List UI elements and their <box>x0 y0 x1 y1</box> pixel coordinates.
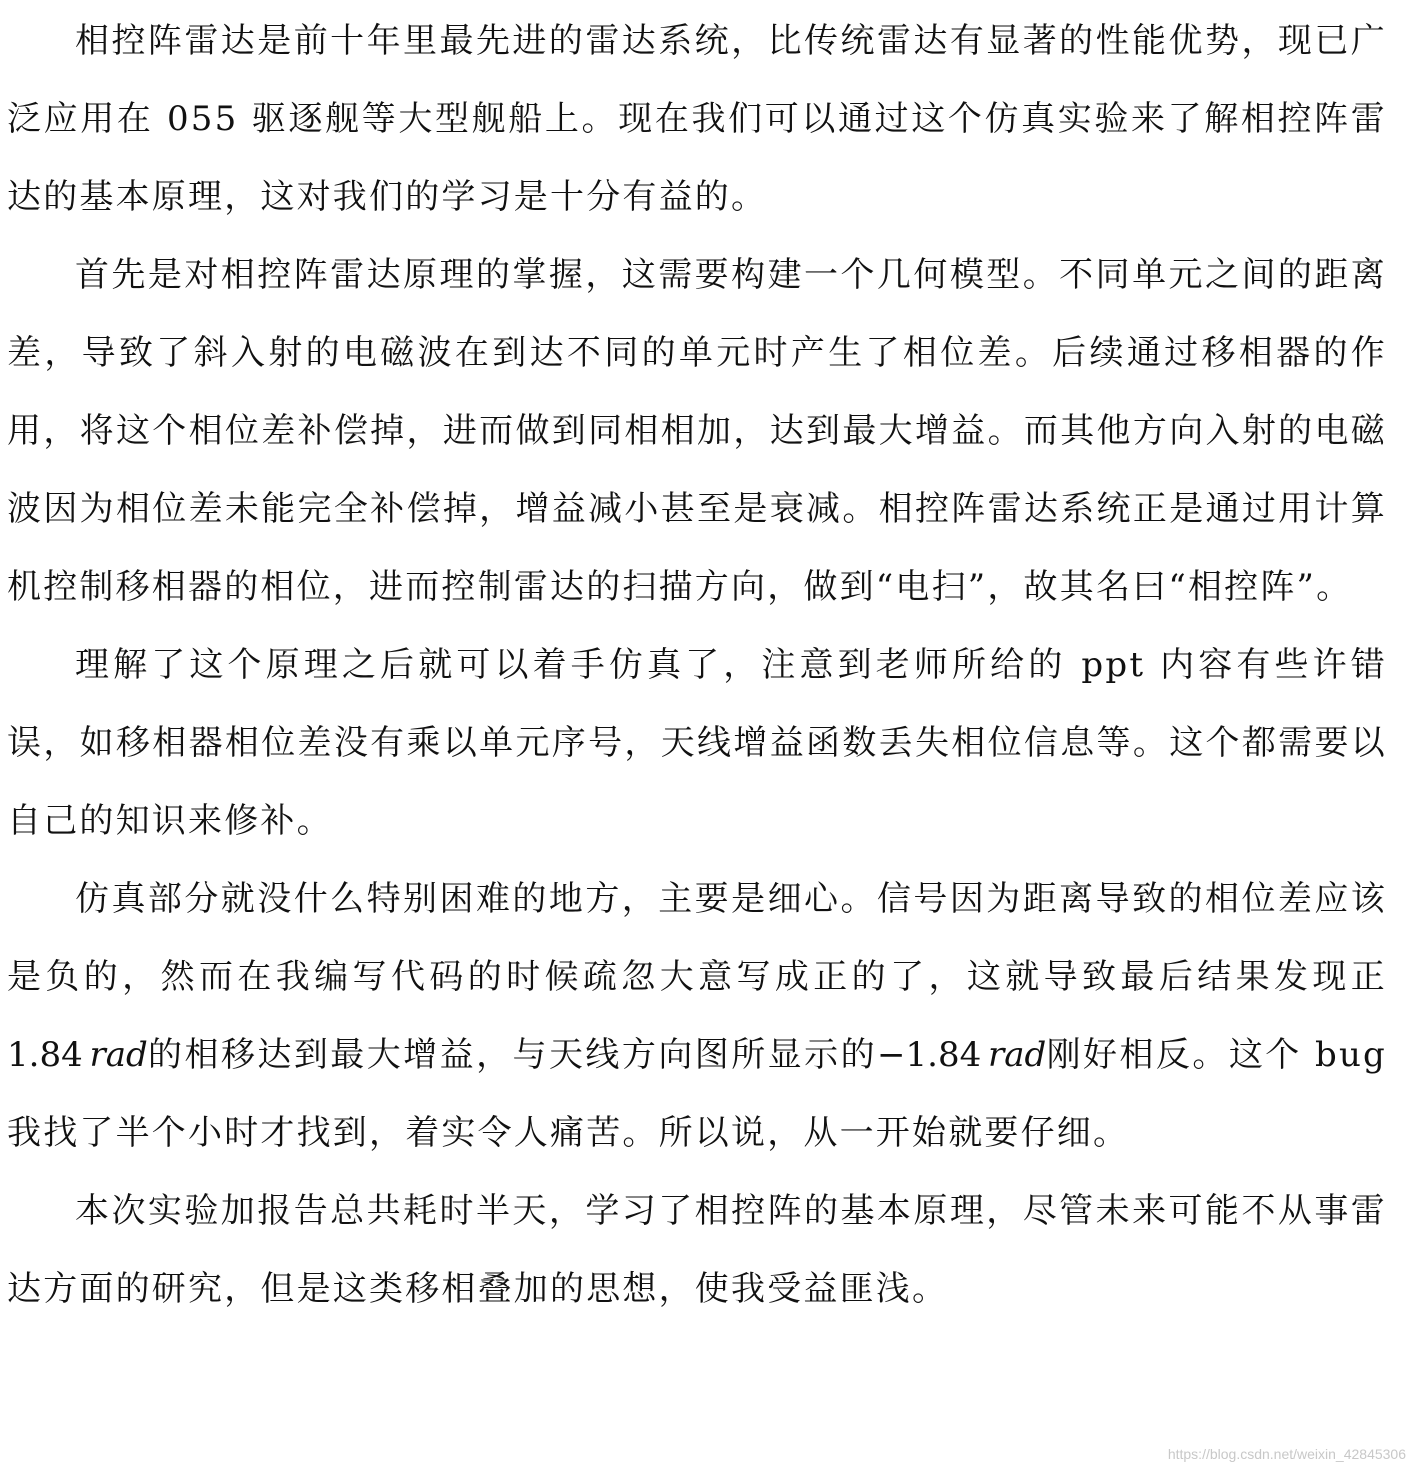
watermark-url: https://blog.csdn.net/weixin_42845306 <box>1167 1446 1406 1462</box>
math-value-positive <box>7 1035 148 1075</box>
math-unit-2: rad <box>988 1035 1047 1075</box>
paragraph-1: 相控阵雷达是前十年里最先进的雷达系统，比传统雷达有显著的性能优势，现已广泛应用在 055 驱逐舰等大型舰船上。现在我们可以通过这个仿真实验来了解相控阵雷达的基本原理，这对我们的学习是十分有益的。 <box>7 21 1387 217</box>
math-value-negative <box>877 1035 1046 1075</box>
math-number-2: −1.84 <box>877 1035 982 1075</box>
paragraph-4-text-2: 的相移达到最大增益，与天线方向图所显示的 <box>147 1035 878 1075</box>
paragraph-4 <box>7 860 1387 1172</box>
math-unit-1: rad <box>89 1035 148 1075</box>
math-number-1: 1.84 <box>7 1035 83 1075</box>
paragraph-3: 理解了这个原理之后就可以着手仿真了，注意到老师所给的 ppt 内容有些许错误，如移相器相位差没有乘以单元序号，天线增益函数丢失相位信息等。这个都需要以自己的知识来修补。 <box>7 645 1387 841</box>
paragraph-5: 本次实验加报告总共耗时半天，学习了相控阵的基本原理，尽管未来可能不从事雷达方面的研究，但是这类移相叠加的思想，使我受益匪浅。 <box>7 1191 1387 1309</box>
document-body <box>7 2 1387 1328</box>
paragraph-2: 首先是对相控阵雷达原理的掌握，这需要构建一个几何模型。不同单元之间的距离差，导致了斜入射的电磁波在到达不同的单元时产生了相位差。后续通过移相器的作用，将这个相位差补偿掉，进而做到同相相加，达到最大增益。而其他方向入射的电磁波因为相位差未能完全补偿掉，增益减小甚至是衰减。相控阵雷达系统正是通过用计算机控制移相器的相位，进而控制雷达的扫描方向，做到“电扫”，故其名曰“相控阵”。 <box>7 255 1387 607</box>
paragraph-4-text-3: 刚好相反。这个 bug 我找了半个小时才找到，着实令人痛苦。所以说，从一开始就要仔细。 <box>7 1035 1388 1153</box>
paragraph-4-text-1: 仿真部分就没什么特别困难的地方，主要是细心。信号因为距离导致的相位差应该是负的，然而在我编写代码的时候疏忽大意写成正的了，这就导致最后结果发现正 <box>7 879 1387 997</box>
